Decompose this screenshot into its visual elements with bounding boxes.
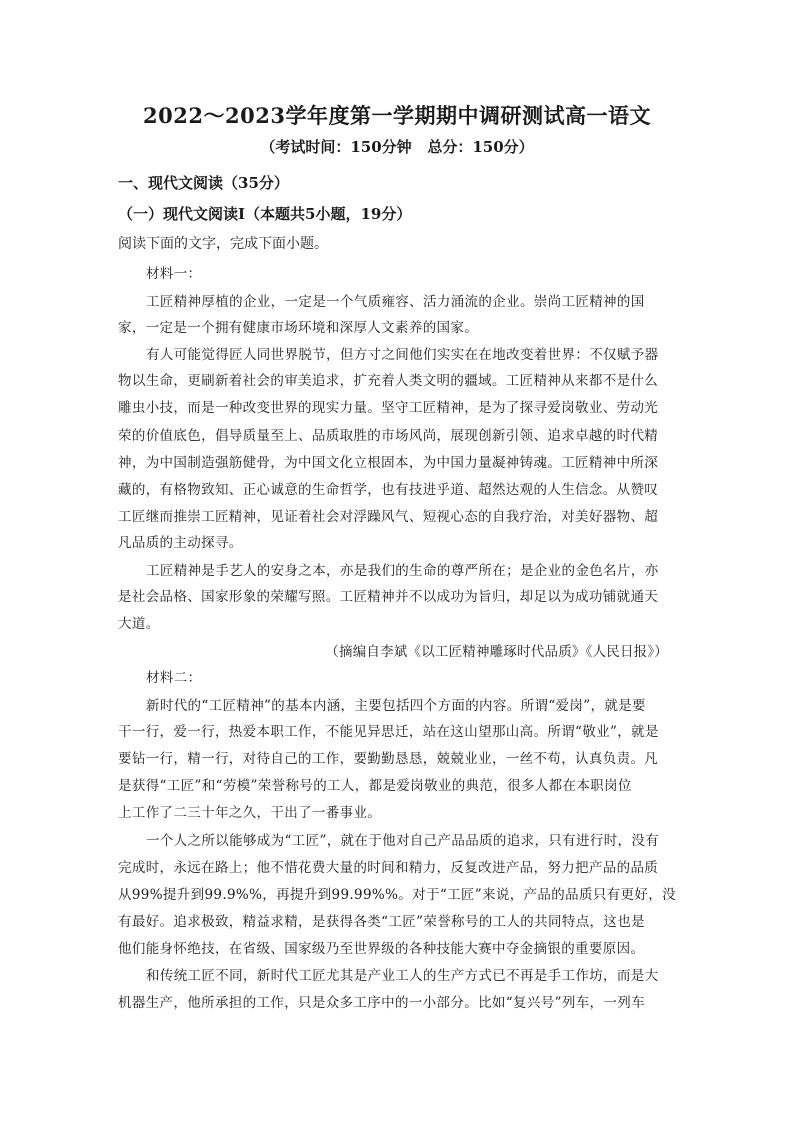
material-2-line: 一个人之所以能够成为“工匠”，就在于他对自己产品品质的追求，只有进行时，没有 <box>146 833 660 849</box>
material-2-line: 机器生产，他所承担的工作，只是众多工序中的一小部分。比如“复兴号”列车，一列车 <box>118 995 645 1011</box>
material-2-line: 新时代的“工匠精神”的基本内涵，主要包括四个方面的内容。所谓“爱岗”，就是要 <box>146 698 646 714</box>
material-2-line: 上工作了二三十年之久，干出了一番事业。 <box>118 805 382 821</box>
material-1-line: 荣的价值底色，倡导质量至上、品质取胜的市场风尚，展现创新引领、追求卓越的时代精 <box>118 428 659 444</box>
material-2-line: 干一行，爱一行，热爱本职工作，不能见异思迁，站在这山望那山高。所谓“敬业”，就是 <box>118 724 659 740</box>
material-1-line: 大道。 <box>118 616 160 632</box>
reading-instruction: 阅读下面的文字，完成下面小题。 <box>118 236 328 252</box>
material-2-line: 他们能身怀绝技，在省级、国家级乃至世界级的各种技能大赛中夺金摘银的重要原因。 <box>118 941 645 957</box>
material-2-line: 和传统工匠不同，新时代工匠尤其是产业工人的生产方式已不再是手工作坊，而是大 <box>146 968 659 984</box>
material-1-line: 物以生命，更刷新着社会的审美追求，扩充着人类文明的疆域。工匠精神从来都不是什么 <box>118 373 659 389</box>
material-1-line: 是社会品格、国家形象的荣耀写照。工匠精神并不以成功为旨归，却足以为成功铺就通天 <box>118 589 659 605</box>
material-1-line: 神，为中国制造强筋健骨，为中国文化立根固本，为中国力量凝神铸魂。工匠精神中所深 <box>118 455 659 471</box>
material-2-line: 从99%提升到99.9%%，再提升到99.99%%。对于“工匠”来说，产品的品质只有更好，没 <box>118 887 676 903</box>
subsection-heading: （一）现代文阅读Ⅰ（本题共5小题，19分） <box>118 205 412 223</box>
material-1-line: 工匠精神厚植的企业，一定是一个气质雍容、活力涌流的企业。崇尚工匠精神的国 <box>146 294 645 310</box>
material-1-line: 工匠精神是手艺人的安身之本，亦是我们的生命的尊严所在；是企业的金色名片，亦 <box>146 563 659 579</box>
material-2-line: 完成时，永远在路上；他不惜花费大量的时间和精力，反复改进产品，努力把产品的品质 <box>118 860 659 876</box>
material-1-line: 有人可能觉得匠人同世界脱节，但方寸之间他们实实在在地改变着世界：不仅赋予器 <box>146 347 659 363</box>
page-title: 2022～2023学年度第一学期期中调研测试高一语文 <box>143 103 651 128</box>
material-2-line: 有最好。追求极致，精益求精，是获得各类“工匠”荣誉称号的工人的共同特点，这也是 <box>118 914 645 930</box>
material-1-label: 材料一： <box>146 266 202 282</box>
material-1-line: 雕虫小技，而是一种改变世界的现实力量。坚守工匠精神，是为了探寻爱岗敬业、劳动光 <box>118 400 659 416</box>
material-1-line: 凡品质的主动探寻。 <box>118 535 243 551</box>
section-heading: 一、现代文阅读（35分） <box>118 174 289 192</box>
material-2-label: 材料二： <box>146 670 202 686</box>
material-2-line: 是获得“工匠”和“劳模”荣誉称号的工人，都是爱岗敬业的典范，很多人都在本职岗位 <box>118 778 632 794</box>
material-1-line: 家，一定是一个拥有健康市场环境和深厚人文素养的国家。 <box>118 320 479 336</box>
material-1-line: 工匠继而推崇工匠精神，见证着社会对浮躁风气、短视心态的自我疗治，对美好器物、超 <box>118 509 659 525</box>
material-2-line: 要钻一行，精一行，对待自己的工作，要勤勤恳恳，兢兢业业，一丝不苟，认真负责。凡 <box>118 751 659 767</box>
exam-info: （考试时间：150分钟 总分：150分） <box>260 138 534 156</box>
material-1-source: （摘编自李斌《以工匠精神雕琢时代品质》《人民日报》） <box>325 644 668 660</box>
material-1-line: 藏的，有格物致知、正心诚意的生命哲学，也有技进乎道、超然达观的人生信念。从赞叹 <box>118 482 659 498</box>
